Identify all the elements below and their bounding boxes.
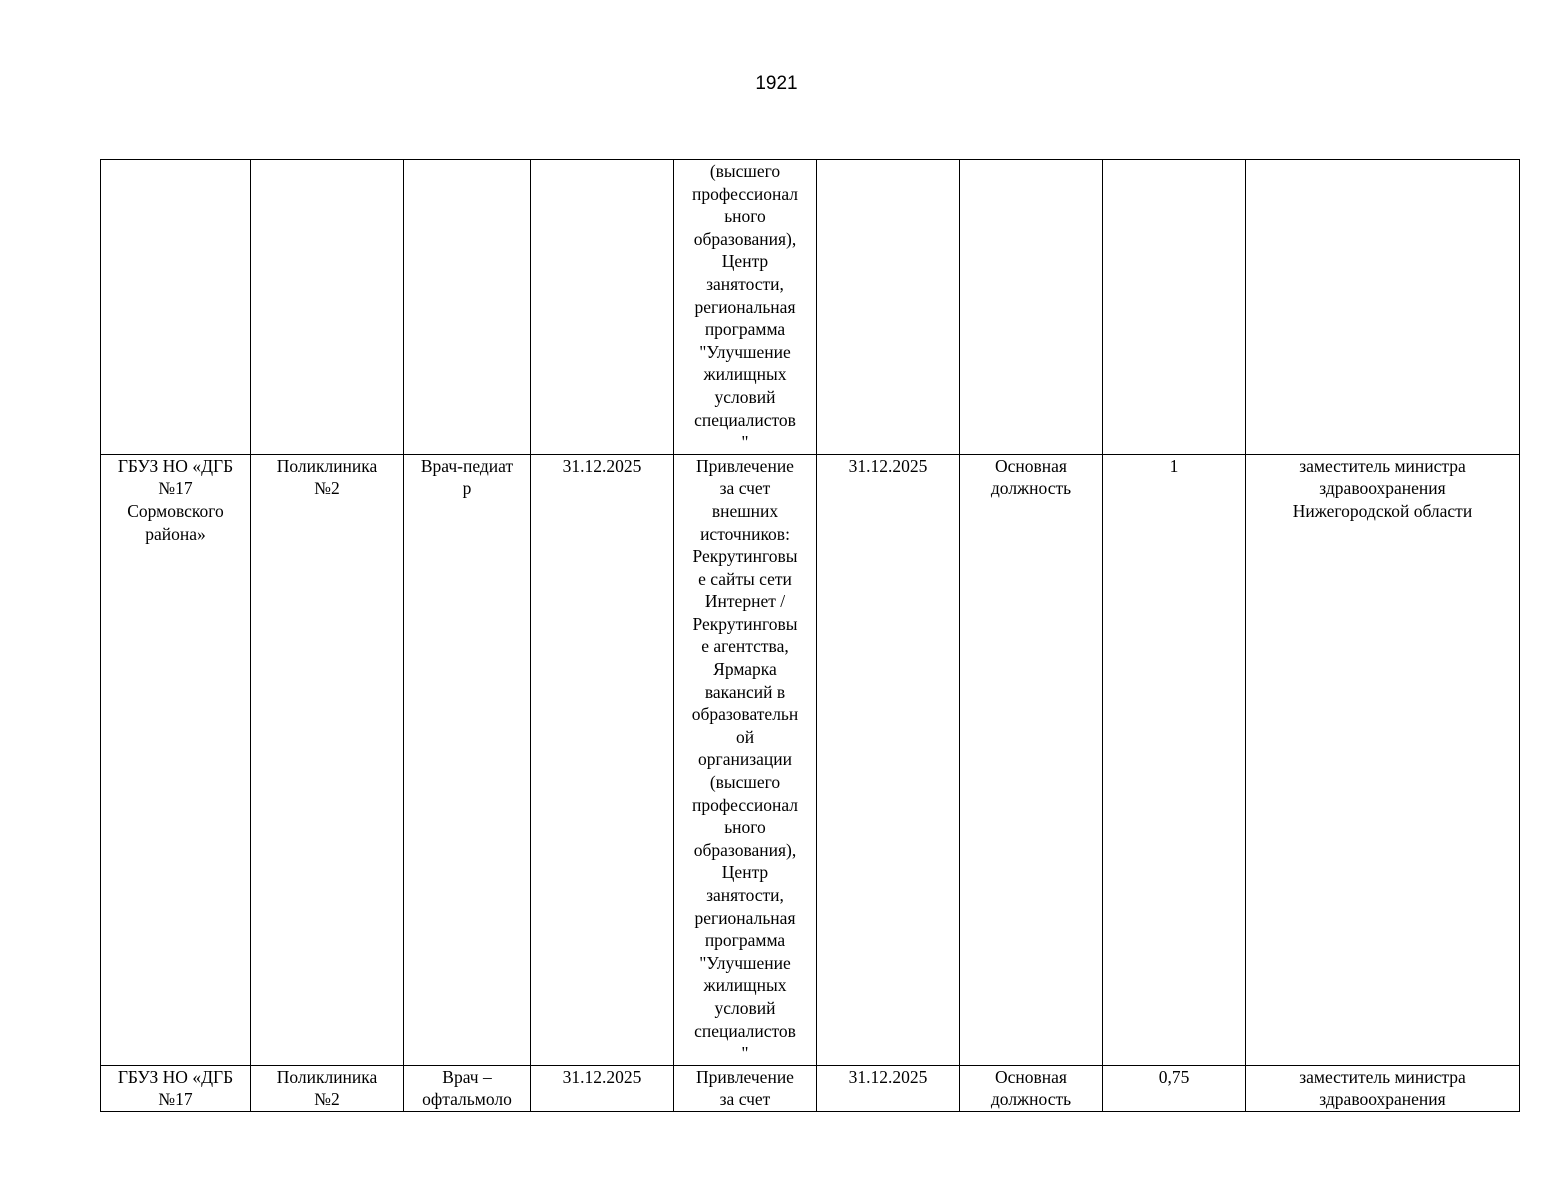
cell-text: Врач – офтальмоло <box>422 1066 512 1110</box>
cell-text: 31.12.2025 <box>848 1066 928 1087</box>
institution-cell <box>101 160 251 455</box>
position-cell <box>404 1065 531 1111</box>
cell-text: Привлечение за счет <box>696 1066 794 1110</box>
cell-text: Врач-педиат р <box>420 455 514 499</box>
institution-cell <box>101 1065 251 1111</box>
cell-text: Основная должность <box>990 1066 1072 1110</box>
rate-cell <box>1103 1065 1246 1111</box>
cell-text: Поликлиника №2 <box>276 1066 378 1110</box>
rate-cell <box>1103 454 1246 1065</box>
position-type-cell <box>960 160 1103 455</box>
page-number: 1921 <box>755 73 798 94</box>
cell-text: заместитель министра здравоохранения Нижегородской области <box>1292 455 1473 521</box>
cell-text: Привлечение за счет внешних источников: Рекрутинговы е сайты сети Интернет / Рекрутинговы е агентства, Ярмарка вакансий в образовательн ой организации (высшего профессионал ьного образования), Центр занятости, региональная программа "Улучшение жилищных условий специалистов " <box>691 455 799 1064</box>
deadline-cell <box>817 454 960 1065</box>
cell-text: заместитель министра здравоохранения <box>1299 1066 1466 1110</box>
date-cell <box>531 1065 674 1111</box>
responsible-cell <box>1246 1065 1520 1111</box>
institution-cell <box>101 454 251 1065</box>
method-cell <box>674 1065 817 1111</box>
responsible-cell <box>1246 160 1520 455</box>
cell-text: ГБУЗ НО «ДГБ №17 <box>117 1066 234 1110</box>
department-cell <box>251 160 404 455</box>
position-type-cell <box>960 1065 1103 1111</box>
cell-text: 0,75 <box>1158 1066 1190 1087</box>
cell-text: Поликлиника №2 <box>276 455 378 499</box>
method-cell <box>674 160 817 455</box>
cell-text: 31.12.2025 <box>562 455 642 476</box>
position-cell <box>404 160 531 455</box>
cell-text: ГБУЗ НО «ДГБ №17 Сормовского района» <box>117 455 234 544</box>
table-row <box>101 160 1520 455</box>
vacancy-table <box>100 159 1520 1112</box>
date-cell <box>531 454 674 1065</box>
table-body <box>101 160 1520 1112</box>
method-cell <box>674 454 817 1065</box>
table-row <box>101 1065 1520 1111</box>
department-cell <box>251 1065 404 1111</box>
responsible-cell <box>1246 454 1520 1065</box>
cell-text: (высшего профессионал ьного образования), Центр занятости, региональная программа "Улучшение жилищных условий специалистов " <box>691 161 799 453</box>
cell-text: 1 <box>1169 455 1179 476</box>
date-cell <box>531 160 674 455</box>
deadline-cell <box>817 1065 960 1111</box>
department-cell <box>251 454 404 1065</box>
cell-text: 31.12.2025 <box>848 455 928 476</box>
cell-text: Основная должность <box>990 455 1072 499</box>
table-row <box>101 454 1520 1065</box>
position-type-cell <box>960 454 1103 1065</box>
position-cell <box>404 454 531 1065</box>
rate-cell <box>1103 160 1246 455</box>
cell-text: 31.12.2025 <box>562 1066 642 1087</box>
deadline-cell <box>817 160 960 455</box>
